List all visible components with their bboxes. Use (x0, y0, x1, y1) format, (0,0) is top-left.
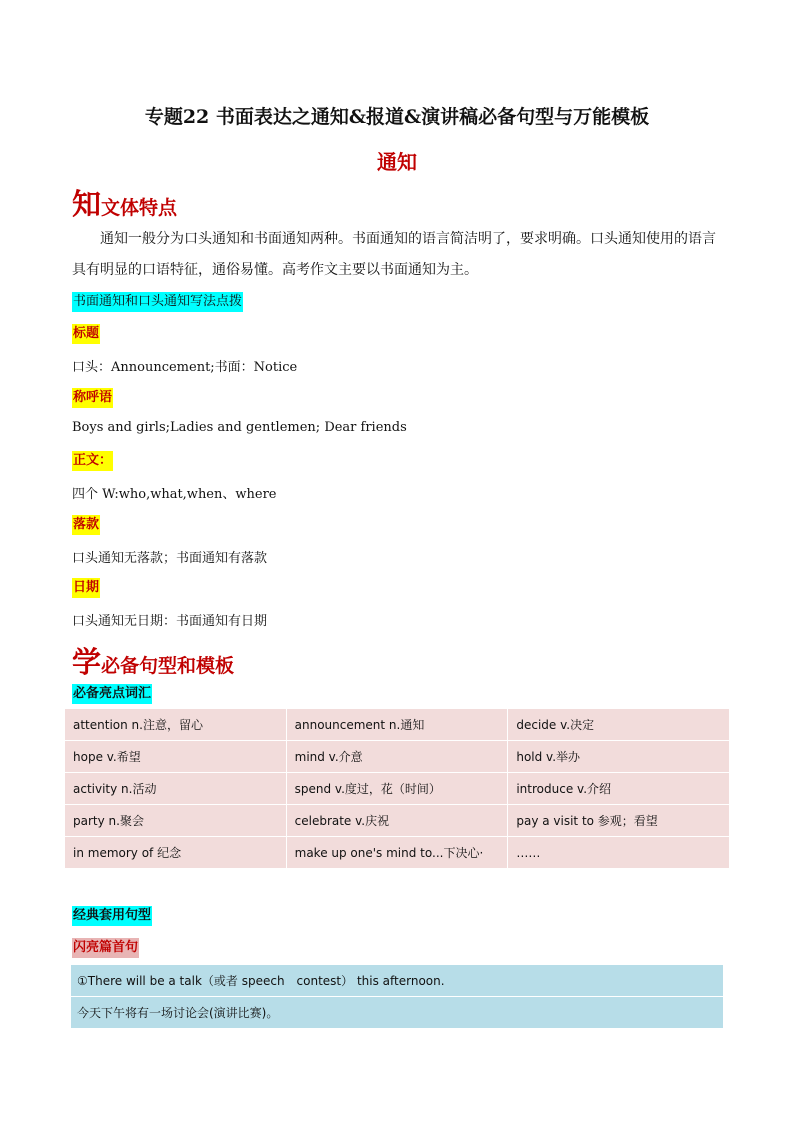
sentence-heading: 经典套用句型 (72, 906, 152, 926)
table-cell: …… (508, 837, 730, 869)
intro-line-2: 具有明显的口语特征，通俗易懂。高考作文主要以书面通知为主。 (72, 262, 478, 278)
page-title: 专题22 书面表达之通知&报道&演讲稿必备句型与万能模板 (144, 106, 650, 128)
section-heading-text: 文体特点 (101, 197, 178, 219)
section-heading-templates (72, 640, 234, 681)
table-cell: ①There will be a talk（或者 speech contest） this afternoon. (71, 965, 724, 997)
table-cell: celebrate v.庆祝 (286, 805, 508, 837)
item-text-date: 口头通知无日期：书面通知有日期 (72, 614, 268, 629)
intro-line-1: 通知一般分为口头通知和书面通知两种。书面通知的语言简洁明了，要求明确。口头通知使用的语言 (100, 231, 716, 247)
table-cell: hold v.举办 (508, 741, 730, 773)
section-heading-big-char: 知 (72, 187, 102, 221)
table-cell: mind v.介意 (286, 741, 508, 773)
table-cell: in memory of 纪念 (65, 837, 287, 869)
section-heading-text: 必备句型和模板 (101, 655, 235, 677)
table-row (65, 837, 730, 869)
section-heading-features (72, 182, 177, 223)
table-cell: party n.聚会 (65, 805, 287, 837)
item-label-salutation: 称呼语 (72, 388, 113, 408)
vocab-table (64, 708, 730, 869)
intro-paragraph (72, 224, 722, 286)
item-label-date: 日期 (72, 578, 100, 598)
table-cell: announcement n.通知 (286, 709, 508, 741)
table-cell: decide v.决定 (508, 709, 730, 741)
item-label-title: 标题 (72, 324, 100, 344)
table-cell: make up one's mind to...下决心· (286, 837, 508, 869)
table-cell: spend v.度过，花（时间） (286, 773, 508, 805)
vocab-heading: 必备亮点词汇 (72, 684, 152, 704)
item-text-title: 口头：Announcement;书面：Notice (72, 360, 298, 375)
table-cell: hope v.希望 (65, 741, 287, 773)
tips-heading: 书面通知和口头通知写法点拨 (72, 292, 243, 312)
page-subtitle: 通知 (377, 150, 417, 174)
item-text-salutation: Boys and girls;Ladies and gentlemen; Dear friends (72, 420, 407, 435)
item-label-signature: 落款 (72, 515, 100, 535)
item-label-body: 正文： (72, 451, 113, 471)
item-text-body: 四个 W:who,what,when、where (72, 487, 277, 502)
table-cell: 今天下午将有一场讨论会(演讲比赛)。 (71, 997, 724, 1029)
item-text-signature: 口头通知无落款；书面通知有落款 (72, 551, 268, 566)
opening-heading: 闪亮篇首句 (72, 938, 139, 958)
table-cell: introduce v.介绍 (508, 773, 730, 805)
table-row (65, 805, 730, 837)
table-row (71, 965, 724, 997)
table-row (65, 741, 730, 773)
table-row (71, 997, 724, 1029)
table-cell: attention n.注意，留心 (65, 709, 287, 741)
table-row (65, 709, 730, 741)
table-cell: activity n.活动 (65, 773, 287, 805)
section-heading-big-char: 学 (72, 645, 102, 679)
sentence-table (70, 964, 724, 1029)
table-row (65, 773, 730, 805)
table-cell: pay a visit to 参观；看望 (508, 805, 730, 837)
